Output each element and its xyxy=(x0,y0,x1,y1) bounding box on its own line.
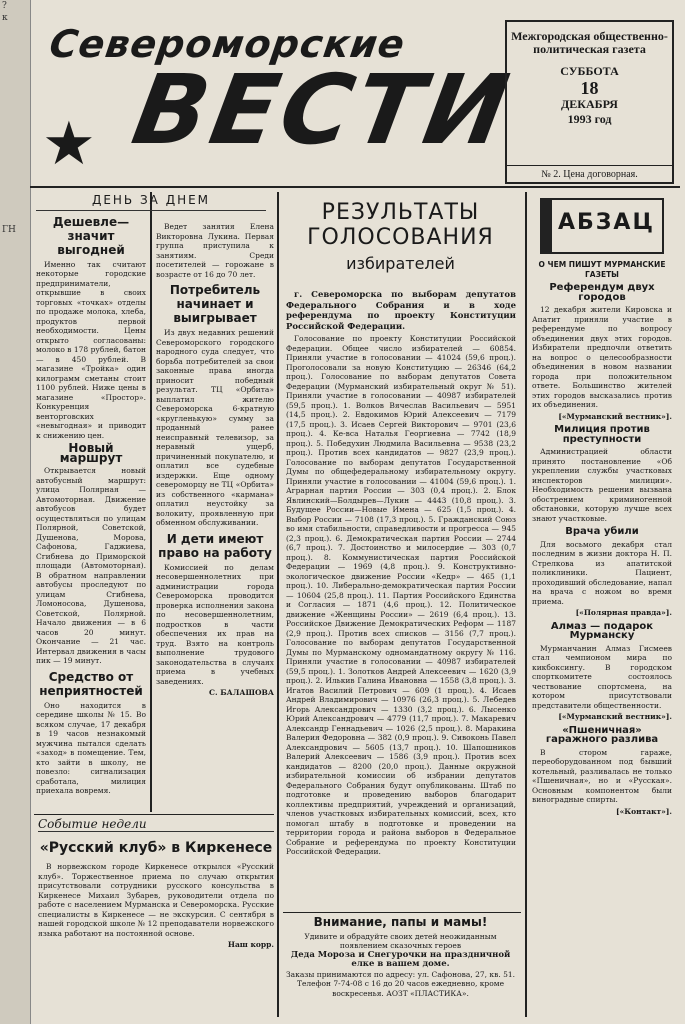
article-text: Из двух недавних решений Североморского городского народного суда следует, что борьба потребителей за свои законные права иногда приносит победный результат. ТЦ «Орбита» выплатил жителю Североморска 6-кратную «кругленькую» сумму за проданный ранее неисправный телевизор, за неравный ущерб, причиненный покупателю, и оплатил все судебные издержки. Еще одному североморцу не ТЦ «Орбита» из собственного «кармана» оплатил неустойку за волокиту, проявленную при обменном обслуживании. xyxy=(156,328,274,527)
issue-month: ДЕКАБРЯ xyxy=(561,97,618,111)
issue-info-box xyxy=(505,20,674,184)
abzac-logo xyxy=(540,198,664,254)
article-text: Мурманчанин Алмаз Гисмеев стал чемпионом мира по кикбоксингу. В городском спорткомитете состоялось чествование спортсмена, на котором присутствовали представители общественности. xyxy=(532,643,672,710)
issue-year: 1993 год xyxy=(567,112,612,126)
column-results xyxy=(286,290,516,910)
section-divider xyxy=(34,814,274,815)
masthead-title-top: Североморские xyxy=(46,22,408,66)
results-headline xyxy=(283,200,518,273)
results-lead: г. Североморска по выборам депутатов Федерального Собрания и в ходе референдума по проекту Конституции Российской Федерации. xyxy=(286,290,516,332)
event-rubric: Событие недели xyxy=(38,817,274,832)
column-consumer xyxy=(156,222,274,812)
results-body: Голосование по проекту Конституции Российской Федерации. Общее число избирателей — 60854. Приняли участие в голосовании — 41024 (59,6 проц.). Проголосовали за новую Конституцию — 26346 (64,2 проц.). Голосование по выборам депутатов Совета Федерации (Мурманский избирательный округ № 51). Приняли участие в голосовании — 40987 избирателей (59,5 проц.). 1. Волков Вячеслав Васильевич — 5951 (14,5 проц.). 2. Евдокимов Юрий Алексеевич — 7179 (17,5 проц.). 3. Исаев Сергей Викторович — 9701 (23,6 проц.). 4. Ке-вса Наталья Георгиевна — 7742 (18,9 проц.). 5. Победухин Людмила Васильевна — 9538 (23,2 проц.). Против всех кандидатов — 9827 (23,9 проц.). Голосование по выборам депутатов Государственной Думы по общефедеральному избирательному округу. Приняли участие в голосовании — 41004 (59,6 проц.). 1. Аграрная партия России — 303 (0,4 проц.). 2. Блок Явлинский—Болдырев—Лукин — 4443 (10,8 проц.). 3. Будущее России—Новые Имена — 625 (1,5 проц.). 4. Выбор России — 7108 (17,3 проц.). 5. Гражданский Союз во имя стабильности, справедливости и прогресса — 945 (2,3 проц.). 6. Демократическая партия России — 2744 (6,7 проц.). 7. Достоинство и милосердие — 303 (0,7 проц.). 8. Коммунистическая партия Российской Федерации — 1969 (4,8 проц.). 9. Конструктивно-экологическое движение России «Кедр» — 465 (1,1 проц.). 10. Либерально-демократическая партия России — 10604 (25,8 проц.). 11. Партия Российского Единства и Согласия — 1871 (4,6 проц.). 12. Политическое движение «Женщины России» — 2619 (6,4 проц.). 13. Российское Движение Демократических Реформ — 1187 (2,9 проц.). Против всех списков — 3156 (7,7 проц.). Голосование по выборам депутатов Государственной Думы по Мурманскому одномандатному округу № 116. Приняли участие в голосовании — 40987 избирателей (59,5 проц.). 1. Золотков Андрей Алексеевич — 1620 (3,9 проц.). 2. Илькив Галина Ивановна — 1558 (3,8 проц.). 3. Игатов Василий Петрович — 609 (1 проц.). 4. Исаев Андрей Владимирович — 10976 (26,3 проц.). 5. Лебедев Игорь Александрович — 1330 (3,2 проц.). 6. Лысенко Юрий Александрович — 4779 (11,7 проц.). 7. Макаревич Александр Геннадьевич — 1026 (2,5 проц.). 8. Маракина Валерия Федоровна — 382 (0,9 проц.). 9. Сивоконь Павел Александрович — 5605 (13,7 проц.). 10. Шапошников Валерий Алексеевич — 1586 (3,9 проц.). Против всех кандидатов — 8200 (20,0 проц.). Данные окружной избирательной комиссии об избрании депутатов Федерального Собрания будут опубликованы. Штаб по подготовке и проведению выборов благодарит коллективы предприятий, учреждений и организаций, членов участковых избирательных комиссий, всех, кто помогал штабу в подготовке и проведении на территории города и района выборов в Федеральное Собрание и референдума по проекту Конституции Российской Федерации. xyxy=(286,334,516,856)
rubric-day-by-day: ДЕНЬ ЗА ДНЕМ xyxy=(36,196,266,211)
event-headline: «Русский клуб» в Киркенесе xyxy=(39,840,273,856)
author-signature: Наш корр. xyxy=(227,940,274,949)
article-text: Комиссией по делам несовершеннолетних при администрации города Североморска проводится проверка исполнения закона по несовершеннолетним, подростков в части обеспечения их прав на труд. Взято на контроль выполнение трудового законодательства в случаях приема в учебных заведениях. xyxy=(156,562,274,686)
abzac-bar xyxy=(542,200,552,252)
headline: Средство от неприятностей xyxy=(39,669,143,698)
headline: Милиция против преступности xyxy=(554,424,650,445)
source-label: [«Полярная правда»]. xyxy=(575,608,672,617)
issue-price: Цена договорная. xyxy=(563,169,638,180)
ad-highlight: Деда Мороза и Снегурочки на праздничной елке в вашем доме. xyxy=(290,949,511,969)
article-text: В норвежском городе Киркенесе открылся «Русский клуб». Торжественное приема по случаю открытия присутствовали сотрудники русского консульства в Киркенесе Михаил Зубарев, руководители отдела по работе с населением Мурманска и Североморска. Русские специалисты в Киркенесе — не экскурсия. С сентября в нашей городской школе № 12 преподаватели норвежского языка работают на постоянной основе. xyxy=(38,862,274,938)
masthead xyxy=(40,14,520,184)
edge-text: к xyxy=(2,13,8,23)
article-text: 12 декабря жители Кировска и Апатит приняли участие в референдуме по вопросу объединения двух этих городов. Избиратели предпочли ответить на вопрос о целесообразности объединения в новом названии города при положительном ответе. Большинство жителей этих городов высказались против их объединения. xyxy=(532,305,672,409)
press-review-subtitle: О ЧЕМ ПИШУТ МУРМАНСКИЕ ГАЗЕТЫ xyxy=(538,260,666,279)
headline: «Пшеничная» гаражного разлива xyxy=(545,724,659,745)
source-label: [«Контакт»]. xyxy=(616,806,672,816)
article-text: Оно находится в середине школы № 15. Во всяком случае, 17 декабря в 19 часов незнакомый мужчина пытался сделать «заход» в помещение. Тем, кто зайти в школу, не повезло: сигнализация сработала, милиция приехала вовремя. xyxy=(36,700,146,795)
column-press-review xyxy=(532,256,672,1020)
column-divider xyxy=(277,192,279,1017)
headline: Врача убили xyxy=(565,526,639,537)
headline: Дешевле— значит выгодней xyxy=(52,214,130,257)
column-divider xyxy=(525,192,527,1017)
article-text: Ведет занятия Елена Викторовна Лукина. Первая группа приступила к занятиям. Среди посетителей — горожане в возрасте от 16 до 70 лет. xyxy=(156,222,274,279)
article-text: Администрацией области принято постановление «Об укреплении службы участковых инспекторов милиции». Необходимость решения вызвана обострением криминогенной обстановки, которую лучше всех знают участковые. xyxy=(532,447,672,523)
article-text: Для восьмого декабря стал последним в жизни доктора Н. П. Стрелкова из апатитской поликлиники. Пациент, проходивший обследование, напал на врача с ножом во время приема. xyxy=(532,539,672,606)
article-text: Открывается новый автобусный маршрут: улица Полярная — Автомоторная. Движение автобусов будет осуществляться по улицам Полярной, Советской, Душенова, Морова, Сафонова, Гаджиева, Сгибнева до Приморской площади (Автомоторная). В обратном направлении автобусы проследуют по улицам Сгибнева, Ломоносова, Душенова, Советской, Полярной. Начало движения — в 6 часов 20 минут. Окончание — 21 час. Интервал движения в часы пик — 19 минут. xyxy=(36,466,146,665)
advertisement xyxy=(283,915,518,1018)
section-divider xyxy=(283,912,521,913)
article-text: В стором гараже, переоборудованном под бывший котельный, разливалась не только «Пшеничная», но и «Русская». Основным компонентом были виноградные спирты. xyxy=(532,747,672,804)
headline: И дети имеют право на работу xyxy=(158,531,272,560)
article-text: Именно так считают некоторые городские предприниматели, открывшие в своих торговых «точках» отделы по продаже молока, хлеба, продуктов первой необходимости. Цены открыто согласованы: молоко в 178 рублей, батон — в 450 рублей. В магазине «Тройка» один килограмм сметаны стоит 1100 рублей. Ниже цены в магазине «Простор». Конкуренция венторговских «невыгодная» и приводит к снижению цен. xyxy=(36,259,146,440)
results-title-line3: избирателей xyxy=(346,254,455,273)
column-news xyxy=(36,193,211,808)
masthead-title-main: ВЕСТИ xyxy=(125,54,520,166)
issue-date: 18 xyxy=(580,78,599,98)
event-of-week xyxy=(38,817,274,1022)
adjacent-page-edge xyxy=(0,0,31,1024)
ad-body: Удивите и обрадуйте своих детей неожиданным появлением сказочных героев xyxy=(304,931,497,950)
issue-footer xyxy=(507,165,672,180)
headline: Референдум двух городов xyxy=(549,282,655,303)
abzac-label: АБЗАЦ xyxy=(558,210,655,235)
headline: Новый маршрут xyxy=(59,441,123,465)
issue-number: № 2. xyxy=(541,169,561,180)
event-article xyxy=(38,862,274,1002)
source-label: [«Мурманский вестник»]. xyxy=(558,411,672,421)
issue-day: СУББОТА xyxy=(560,64,619,78)
edge-text: ? xyxy=(2,1,7,11)
headline: Потребитель начинает и выигрывает xyxy=(169,283,261,325)
source-label: [«Мурманский вестник»]. xyxy=(558,712,672,721)
ad-tail: Заказы принимаются по адресу: ул. Сафонова, 27, кв. 51. Телефон 7-74-08 с 16 до 20 часов ежедневно, кроме воскресенья. АОЗТ «ПЛАСТИКА». xyxy=(285,969,516,998)
headline: Алмаз — подарок Мурманску xyxy=(550,620,654,641)
ad-title: Внимание, папы и мамы! xyxy=(313,915,488,929)
edge-text: ГН xyxy=(2,225,16,235)
paper-type: Межгородская общественно-политическая газета xyxy=(511,29,668,56)
author-signature: С. БАЛАШОВА xyxy=(209,688,274,697)
results-title-line2: ГОЛОСОВАНИЯ xyxy=(307,225,494,250)
column-divider xyxy=(150,192,152,812)
header-divider xyxy=(30,186,680,188)
results-title-line1: РЕЗУЛЬТАТЫ xyxy=(321,200,480,225)
star-icon: ★ xyxy=(42,109,96,179)
